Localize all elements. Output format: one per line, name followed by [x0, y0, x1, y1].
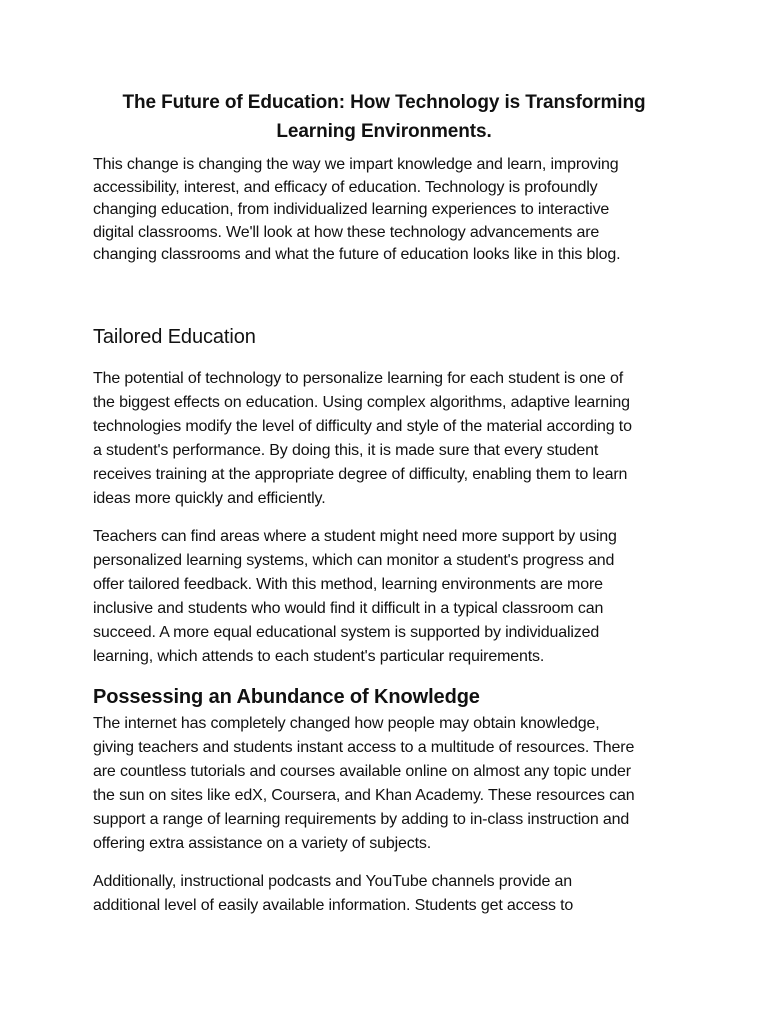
text-line: ideas more quickly and efficiently.: [93, 490, 326, 507]
text-line: This change is changing the way we impart knowledge and learn, improving: [93, 156, 619, 173]
text-line: the biggest effects on education. Using complex algorithms, adaptive learning: [93, 394, 630, 411]
text-line: offering extra assistance on a variety of subjects.: [93, 835, 432, 852]
text-line: The internet has completely changed how people may obtain knowledge,: [93, 715, 600, 732]
text-line: technologies modify the level of difficulty and style of the material according to: [93, 418, 632, 435]
text-line: support a range of learning requirements by adding to in-class instruction and: [93, 811, 630, 828]
section-heading-abundance-of-knowledge: Possessing an Abundance of Knowledge: [93, 686, 480, 708]
title-line: The Future of Education: How Technology is Transforming: [122, 92, 646, 113]
text-line: succeed. A more equal educational system is supported by individualized: [93, 624, 600, 641]
text-line: are countless tutorials and courses available online on almost any topic under: [93, 763, 631, 780]
body-paragraph: [93, 525, 678, 669]
document-title: [93, 88, 675, 146]
section-heading-tailored-education: Tailored Education: [93, 326, 256, 348]
text-line: personalized learning systems, which can monitor a student's progress and: [93, 552, 615, 569]
text-line: changing classrooms and what the future of education looks like in this blog.: [93, 246, 621, 263]
body-paragraph: [93, 712, 678, 856]
text-line: inclusive and students who would find it difficult in a typical classroom can: [93, 600, 604, 617]
text-line: giving teachers and students instant access to a multitude of resources. There: [93, 739, 635, 756]
text-line: The potential of technology to personalize learning for each student is one of: [93, 370, 623, 387]
text-line: changing education, from individualized learning experiences to interactive: [93, 201, 610, 218]
text-line: Additionally, instructional podcasts and YouTube channels provide an: [93, 873, 573, 890]
text-line: Teachers can find areas where a student might need more support by using: [93, 528, 617, 545]
text-line: digital classrooms. We'll look at how these technology advancements are: [93, 223, 600, 241]
intro-paragraph: [93, 154, 678, 267]
text-line: a student's performance. By doing this, it is made sure that every student: [93, 442, 599, 459]
text-line: accessibility, interest, and efficacy of education. Technology is profoundly: [93, 178, 598, 196]
text-line: additional level of easily available information. Students get access to: [93, 897, 574, 914]
body-paragraph: [93, 367, 678, 511]
text-line: learning, which attends to each student's particular requirements.: [93, 648, 545, 665]
title-line: Learning Environments.: [276, 121, 492, 142]
text-line: the sun on sites like edX, Coursera, and Khan Academy. These resources can: [93, 787, 635, 804]
body-paragraph: [93, 870, 678, 918]
text-line: offer tailored feedback. With this method, learning environments are more: [93, 576, 603, 593]
text-line: receives training at the appropriate degree of difficulty, enabling them to learn: [93, 466, 628, 483]
